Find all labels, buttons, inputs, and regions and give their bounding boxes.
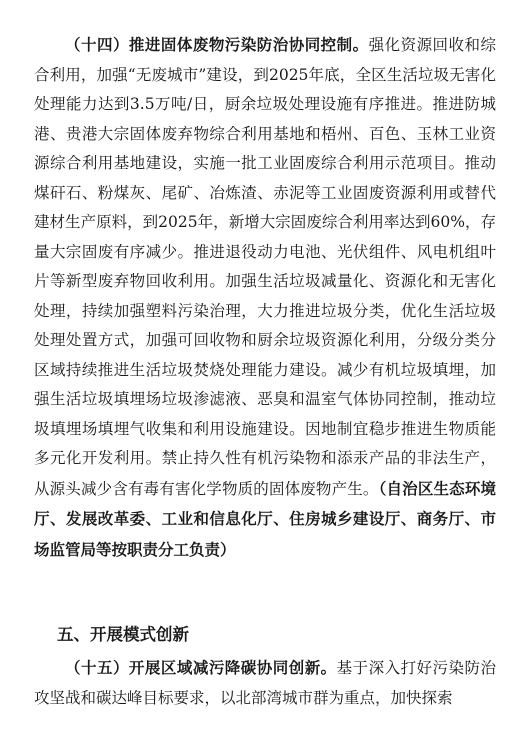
section-15-paragraph [34,653,496,713]
section-15-heading: （十五）开展区域减污降碳协同创新。 [65,658,337,677]
section-14-paragraph [34,30,496,565]
section-5-heading: 五、开展模式创新 [57,625,189,644]
section-14-heading: （十四）推进固体废物污染防治协同控制。 [65,35,369,54]
section-14-responsible: （自治区生态环境厅、发展改革委、工业和信息化厅、住房城乡建设厅、商务厅、市场监管局等按职责分工负责） [34,478,496,559]
section-15-body: 基于深入打好污染防治攻坚战和碳达峰目标要求，以北部湾城市群为重点，加快探索 [34,659,496,707]
section-14-body: 强化资源回收和综合利用，加强“无废城市”建设，到2025年底，全区生活垃圾无害化处理能力达到3.5万吨/日，厨余垃圾处理设施有序推进。推进防城港、贵港大宗固体废弃物综合利用基地和梧州、百色、玉林工业资源综合利用基地建设，实施一批工业固废综合利用示范项目。推动煤矸石、粉煤灰、尾矿、冶炼渣、赤泥等工业固废资源利用或替代建材生产原料，到2025年，新增大宗固废综合利用率达到60%，存量大宗固废有序减少。推进退役动力电池、光伏组件、风电机组叶片等新型废弃物回收利用。加强生活垃圾减量化、资源化和无害化处理，持续加强塑料污染治理，大力推进垃圾分类，优化生活垃圾处理处置方式，加强可回收物和厨余垃圾资源化利用，分级分类分区域持续推进生活垃圾焚烧处理能力建设。减少有机垃圾填埋，加强生活垃圾填埋场垃圾渗滤液、恶臭和温室气体协同控制，推动垃圾填埋场填埋气收集和利用设施建设。因地制宜稳步推进生物质能多元化开发利用。禁止持久性有机污染物和添汞产品的非法生产，从源头减少含有毒有害化学物质的固体废物产生。 [34,36,496,498]
